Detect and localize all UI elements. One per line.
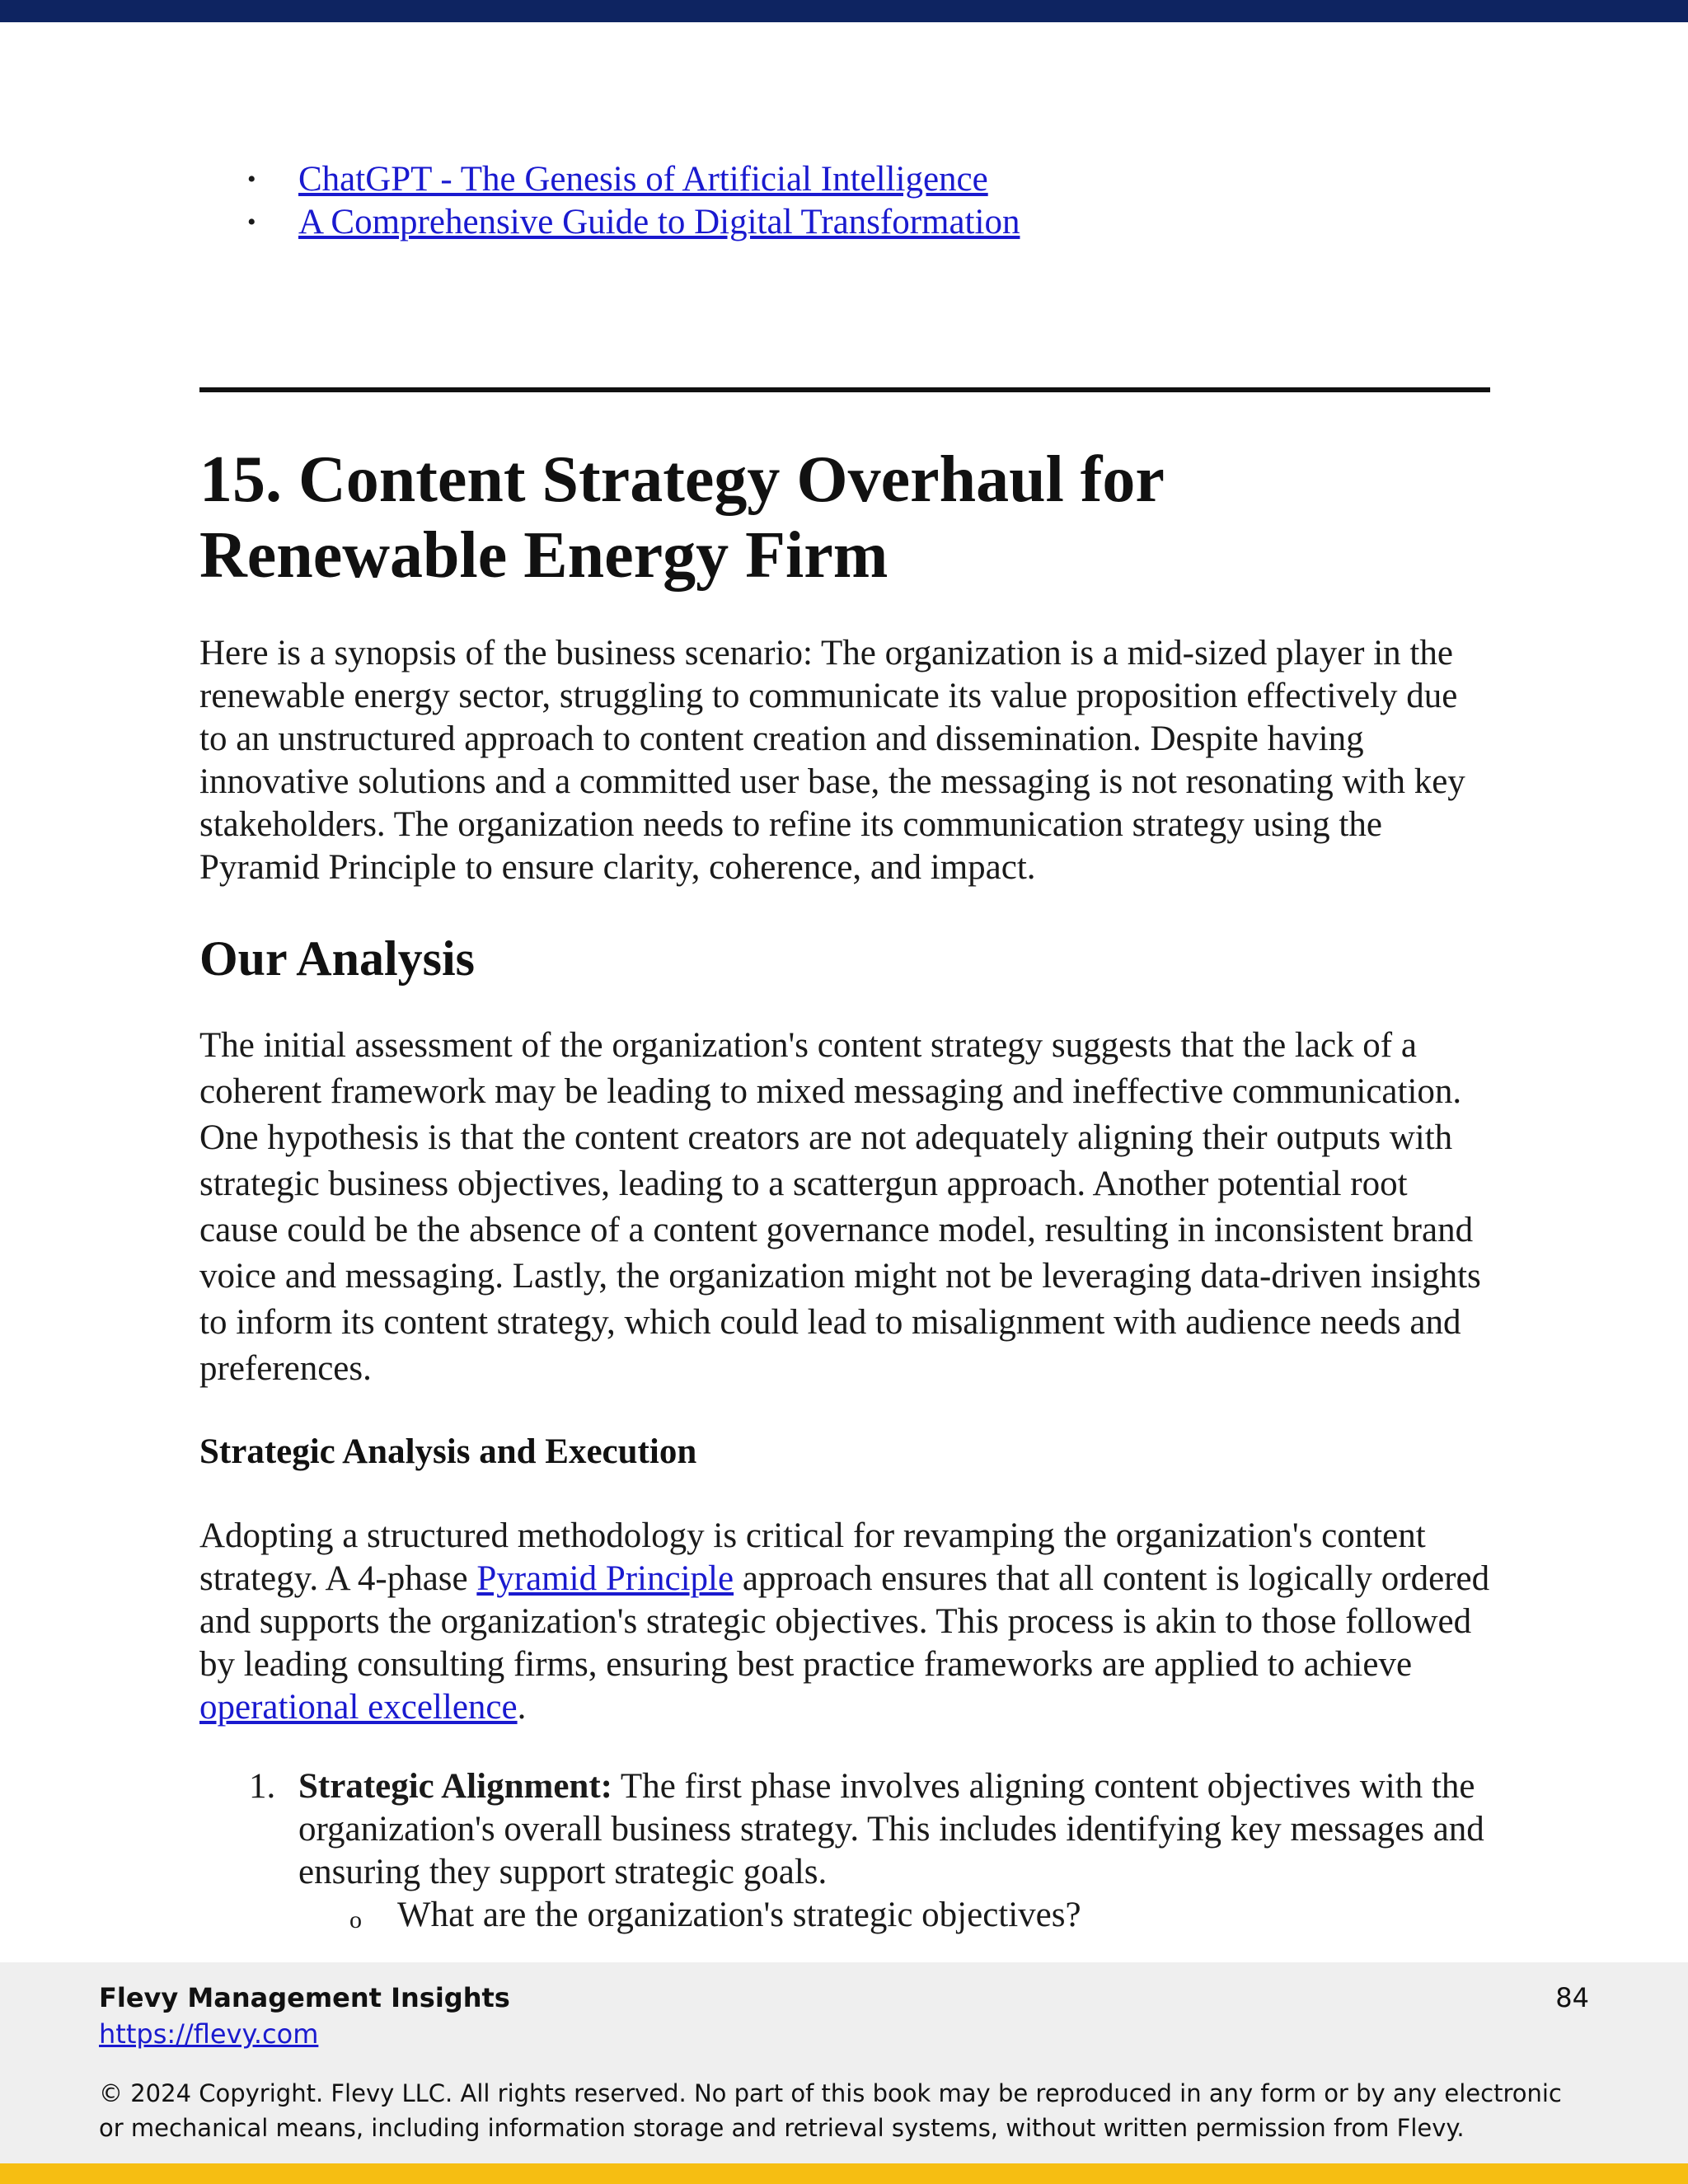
footer-brand: Flevy Management Insights bbox=[99, 1982, 510, 2013]
related-links-list bbox=[199, 158, 1020, 244]
execution-text-3: . bbox=[517, 1688, 527, 1727]
analysis-paragraph: The initial assessment of the organization's content strategy suggests that the lack of a coherent framework may be leading to mixed messaging and ineffective communication. One hypothesis is that the content creators are not adequately aligning their outputs with strategic business objectives, leading to a scattergun approach. Another potential root cause could be the absence of a content governance model, resulting in inconsistent brand voice and messaging. Lastly, the organization might not be leveraging data-driven insights to inform its content strategy, which could lead to misalignment with audience needs and preferences. bbox=[199, 1026, 1481, 1388]
bullet-icon: • bbox=[247, 209, 256, 236]
list-item bbox=[199, 201, 1020, 244]
execution-text-1: Adopting a structured methodology is critical for revamping the organization's content strategy. A 4-phase bbox=[199, 1516, 1426, 1598]
footer-url-link[interactable]: https://flevy.com bbox=[99, 2018, 319, 2050]
list-item bbox=[199, 158, 1020, 201]
execution-text-2: approach ensures that all content is logically ordered and supports the organization's strategic objectives. This process is akin to those followed by leading consulting firms, ensuring best practice frameworks are applied to achieve bbox=[199, 1559, 1490, 1684]
bottom-accent-bar bbox=[0, 2163, 1688, 2184]
phase-item bbox=[199, 1765, 1490, 1937]
phase-list bbox=[199, 1765, 1490, 1937]
top-accent-bar bbox=[0, 0, 1688, 22]
page-title: 15. Content Strategy Overhaul for Renewable Energy Firm bbox=[199, 443, 1164, 592]
phase-number: 1. bbox=[249, 1767, 276, 1806]
phase-questions bbox=[298, 1894, 1490, 1937]
page-number: 84 bbox=[1555, 1982, 1589, 2013]
circle-bullet-icon: o bbox=[349, 1906, 362, 1933]
page-footer bbox=[0, 1962, 1688, 2163]
section-divider bbox=[199, 387, 1490, 392]
phase-description: The first phase involves aligning content objectives with the organization's overall business strategy. This includes identifying key messages and ensuring they support strategic goals. bbox=[298, 1767, 1484, 1891]
question-item bbox=[349, 1894, 1490, 1937]
execution-paragraph bbox=[199, 1515, 1490, 1729]
related-link-digital-transformation[interactable]: A Comprehensive Guide to Digital Transformation bbox=[298, 203, 1020, 241]
synopsis-paragraph: Here is a synopsis of the business scenario: The organization is a mid-sized player in the renewable energy sector, struggling to communicate its value proposition effectively due to an unstructured approach to content creation and dissemination. Despite having innovative solutions and a committed user base, the messaging is not resonating with key stakeholders. The organization needs to refine its communication strategy using the Pyramid Principle to ensure clarity, coherence, and impact. bbox=[199, 634, 1465, 887]
bullet-icon: • bbox=[247, 166, 256, 193]
phase-label: Strategic Alignment: bbox=[298, 1767, 612, 1806]
operational-excellence-link[interactable]: operational excellence bbox=[199, 1688, 518, 1727]
execution-heading: Strategic Analysis and Execution bbox=[199, 1432, 697, 1471]
copyright-notice: © 2024 Copyright. Flevy LLC. All rights reserved. No part of this book may be reproduced in any form or by any electronic or mechanical means, including information storage and retrieval systems, without written permission from Flevy. bbox=[99, 2079, 1562, 2142]
analysis-heading: Our Analysis bbox=[199, 931, 476, 986]
question-text: What are the organization's strategic objectives? bbox=[397, 1896, 1081, 1934]
pyramid-principle-link[interactable]: Pyramid Principle bbox=[476, 1559, 734, 1598]
related-link-chatgpt[interactable]: ChatGPT - The Genesis of Artificial Intelligence bbox=[298, 160, 988, 199]
